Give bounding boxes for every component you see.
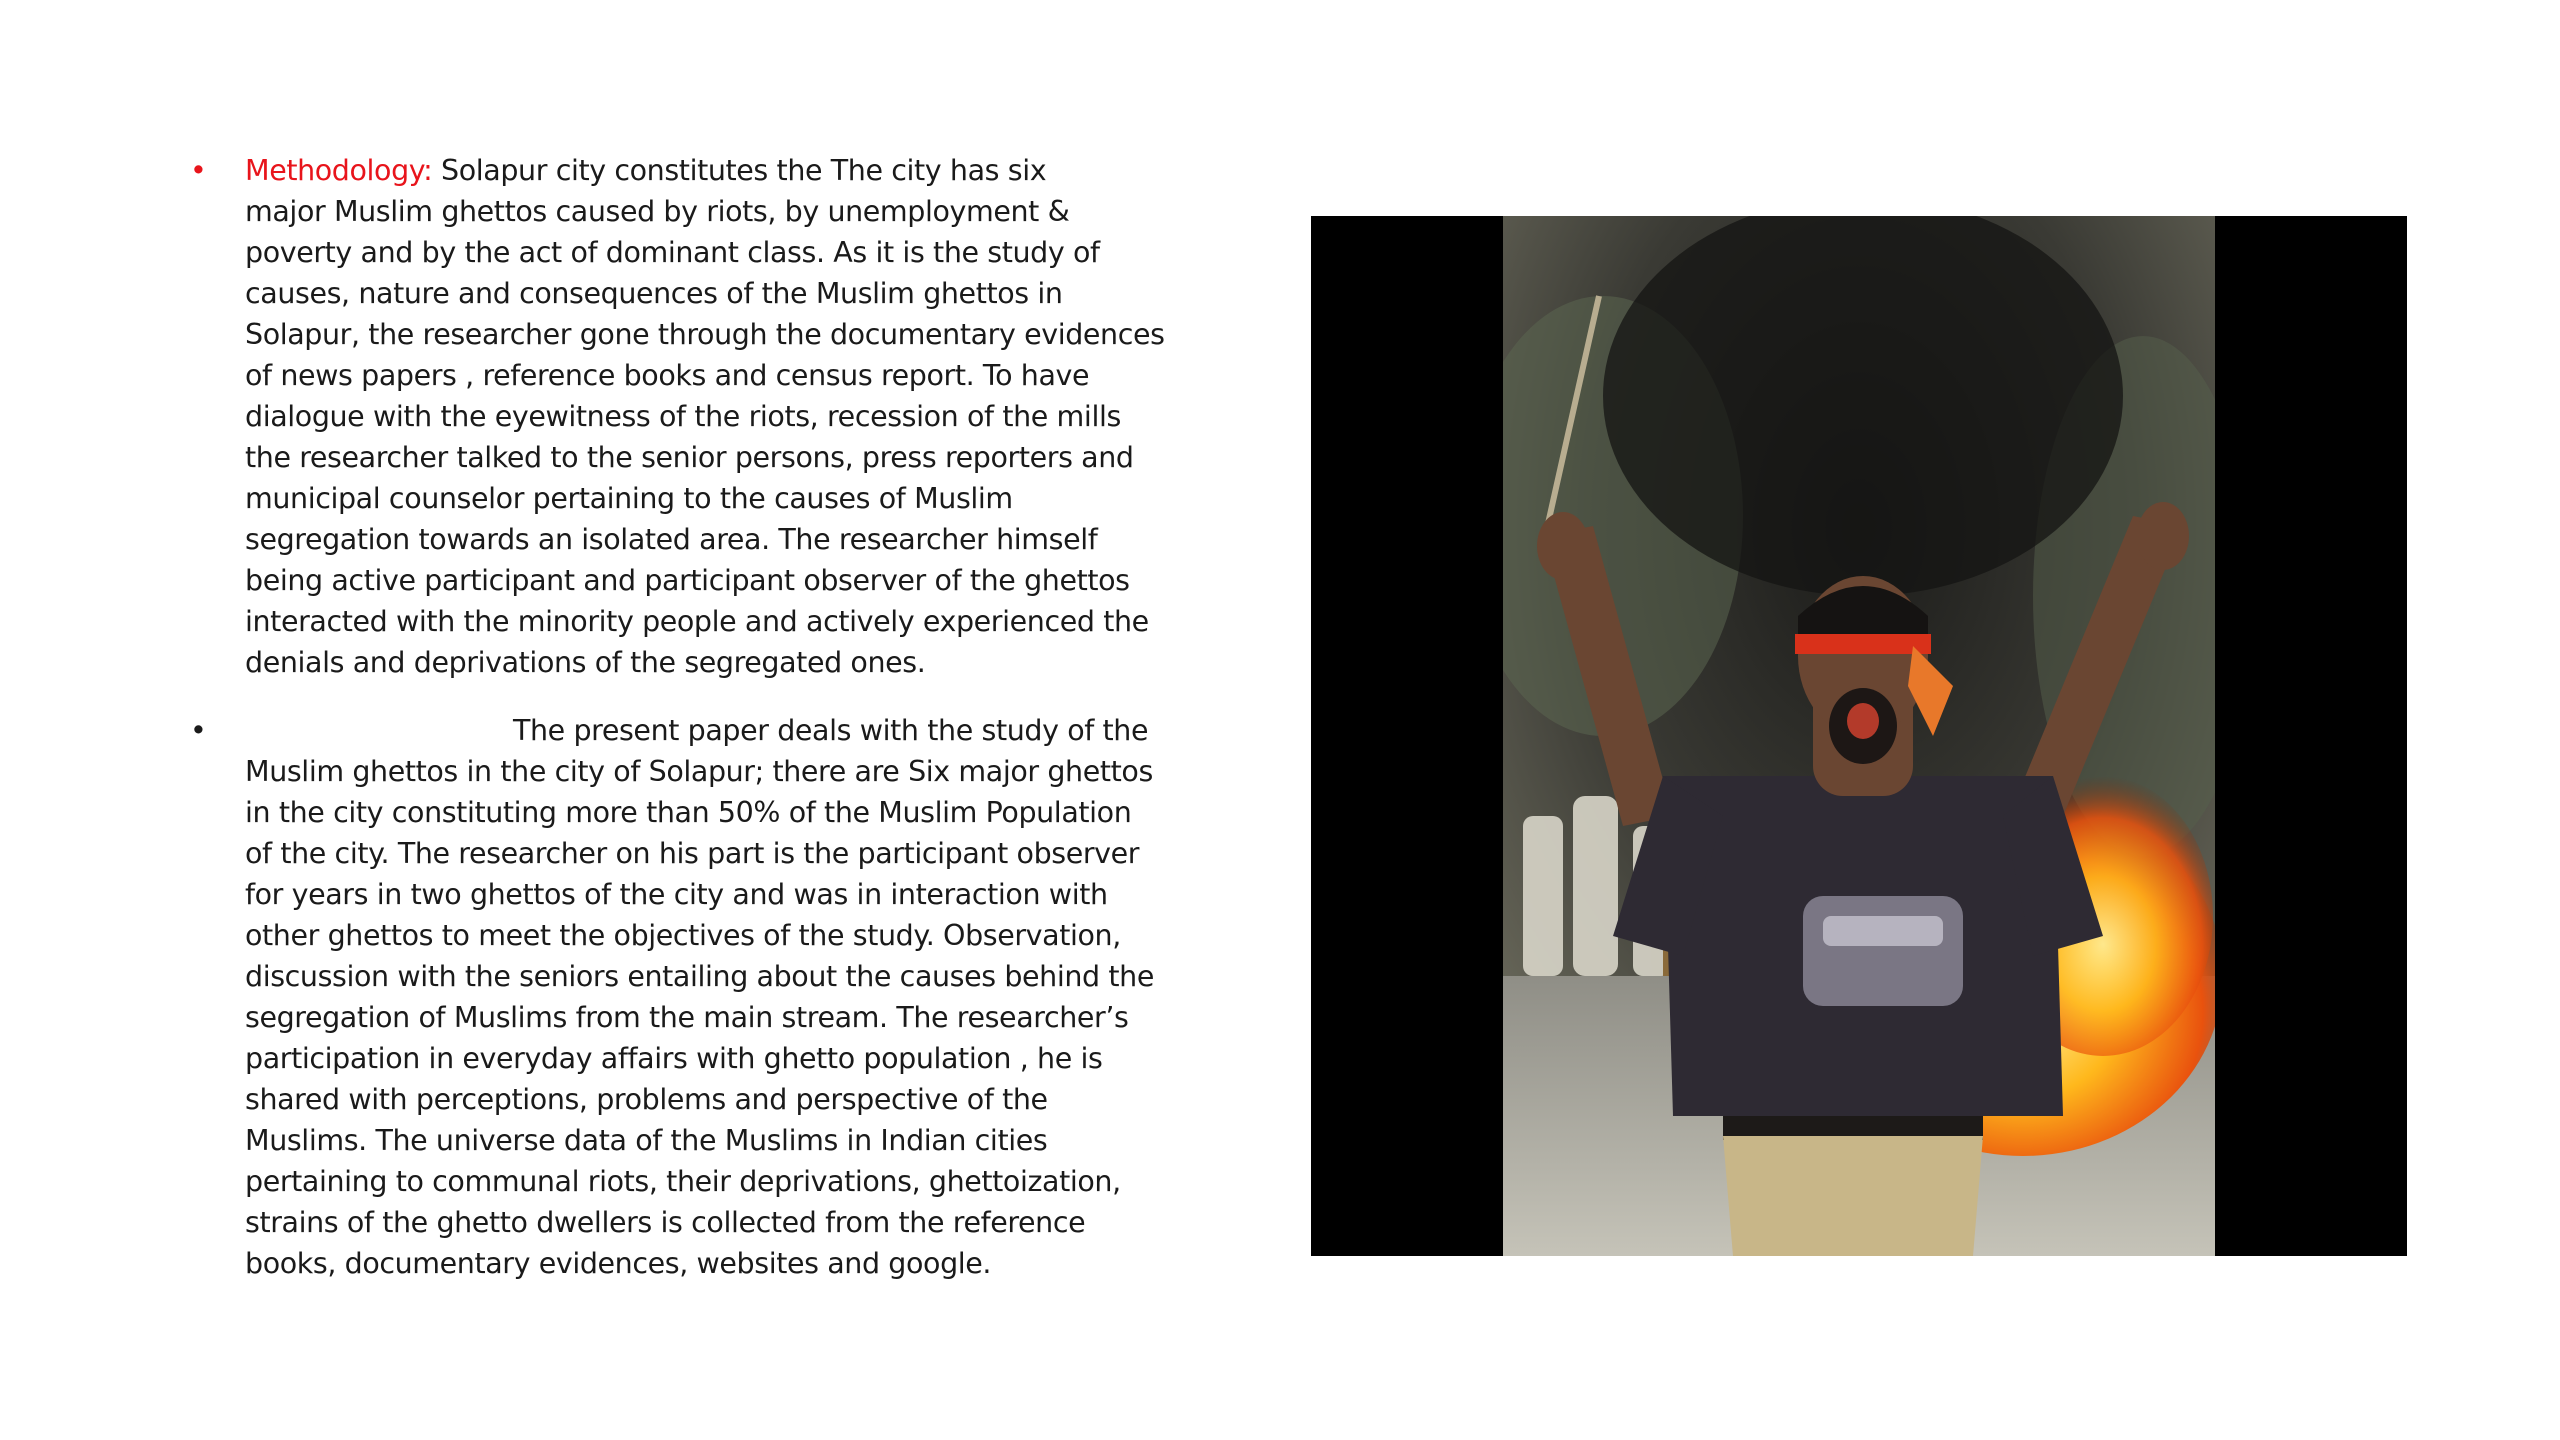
paragraph-line: books, documentary evidences, websites and google. [245, 1247, 992, 1280]
paragraph-line: of news papers , reference books and census report. To have [245, 359, 1090, 392]
paragraph-line: of the city. The researcher on his part is the participant observer [245, 837, 1140, 870]
paragraph-line: strains of the ghetto dwellers is collected from the reference [245, 1206, 1086, 1239]
paragraph-line: Muslims. The universe data of the Muslims in Indian cities [245, 1124, 1048, 1157]
bullet-marker: • [190, 714, 207, 747]
paragraph-line: participation in everyday affairs with ghetto population , he is [245, 1042, 1103, 1075]
paragraph-line: municipal counselor pertaining to the causes of Muslim [245, 482, 1013, 515]
paragraph-line: Solapur, the researcher gone through the documentary evidences [245, 318, 1165, 351]
paragraph-line: segregation of Muslims from the main stream. The researcher’s [245, 1001, 1129, 1034]
photo-frame [1311, 216, 2407, 1256]
paragraph-line: for years in two ghettos of the city and was in interaction with [245, 878, 1108, 911]
paragraph-line [245, 710, 1270, 751]
paragraph-line: the researcher talked to the senior persons, press reporters and [245, 441, 1134, 474]
paragraph-line: discussion with the seniors entailing about the causes behind the [245, 960, 1154, 993]
paragraph-line: interacted with the minority people and actively experienced the [245, 605, 1149, 638]
slide-text-body [190, 150, 1270, 1311]
paragraph-line [245, 150, 1270, 191]
paragraph-line: dialogue with the eyewitness of the riots, recession of the mills [245, 400, 1121, 433]
paragraph-line: other ghettos to meet the objectives of the study. Observation, [245, 919, 1121, 952]
paragraph-line: in the city constituting more than 50% of the Muslim Population [245, 796, 1132, 829]
bullet-present-paper [190, 710, 1270, 1284]
paragraph-line: causes, nature and consequences of the Muslim ghettos in [245, 277, 1063, 310]
paragraph-line: poverty and by the act of dominant class. As it is the study of [245, 236, 1100, 269]
paragraph-line: Muslim ghettos in the city of Solapur; there are Six major ghettos [245, 755, 1153, 788]
paragraph-line: being active participant and participant observer of the ghettos [245, 564, 1130, 597]
riot-photo-illustration [1503, 216, 2215, 1256]
paragraph-line: denials and deprivations of the segregated ones. [245, 646, 926, 679]
paragraph-line-text: Solapur city constitutes the The city has six [441, 154, 1047, 187]
paragraph-line: major Muslim ghettos caused by riots, by unemployment & [245, 195, 1070, 228]
bullet-methodology [190, 150, 1270, 683]
riot-photo [1503, 216, 2215, 1256]
bullet-marker: • [190, 154, 207, 187]
paragraph-line: segregation towards an isolated area. The researcher himself [245, 523, 1098, 556]
paragraph-line-text: The present paper deals with the study of the [513, 714, 1149, 747]
methodology-heading: Methodology: [245, 154, 433, 187]
paragraph-line: pertaining to communal riots, their deprivations, ghettoization, [245, 1165, 1121, 1198]
paragraph-line: shared with perceptions, problems and perspective of the [245, 1083, 1048, 1116]
